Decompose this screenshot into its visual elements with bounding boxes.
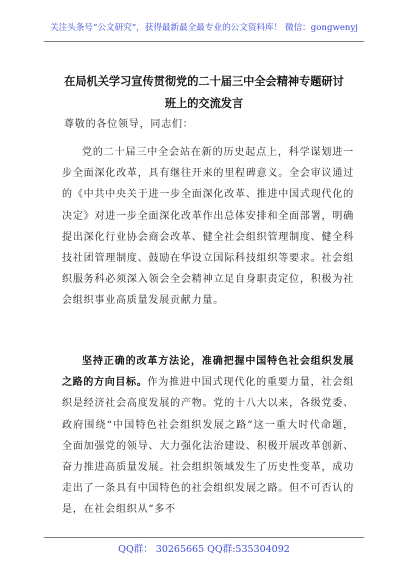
document-title-line-1: 在局机关学习宣传贯彻党的二十届三中全会精神专题研讨 <box>64 75 344 88</box>
paragraph-1: 党的二十届三中全会站在新的历史起点上，科学谋划进一步全面深化改革，具有继往开来的里程碑意义。全会审议通过的《中共中央关于进一步全面深化改革、推进中国式现代化的决定》对进一步全面深化改革作出总体安排和全面部署，明确提出深化行业协会商会改革、健全社会组织管理制度、健全科技社团管理制度、鼓励在华设立国际科技组织等要求。社会组织服务科必须深入领会全会精神立足自身职责定位，积极为社会组织事业高质量发展贡献力量。 <box>62 147 354 307</box>
header-banner: 关注头条号“公文研究”，获得最新最全最专业的公文资料库！ 微信：gongwenyj <box>50 23 358 33</box>
header-divider <box>44 41 364 42</box>
salutation: 尊敬的各位领导，同志们： <box>64 119 194 130</box>
document-title-line-2: 班上的交流发言 <box>164 97 244 110</box>
footer-divider <box>44 537 364 538</box>
paragraph-2 <box>62 351 354 521</box>
document-title <box>30 71 378 115</box>
paragraph-2-body: 作为推进中国式现代化的重要力量，社会组织是经济社会高度发展的产物。党的十八大以来，各级党委、政府围绕“中国特色社会组织发展之路”这一重大时代命题，全面加强党的领导、大力强化法治建设、积极开展改革创新、奋力推进高质量发展。社会组织领域发生了历史性变革，成功走出了一条具有中国特色的社会组织发展之路。但不可否认的是，在社会组织从“多不 <box>62 377 354 516</box>
paragraph-2-lead: 坚持正确的改革方法论，准确把握中国特色社会组织发展之路的方向目标。 <box>62 356 354 389</box>
footer-contact: QQ群： 30265665 QQ群:535304092 <box>118 544 290 555</box>
